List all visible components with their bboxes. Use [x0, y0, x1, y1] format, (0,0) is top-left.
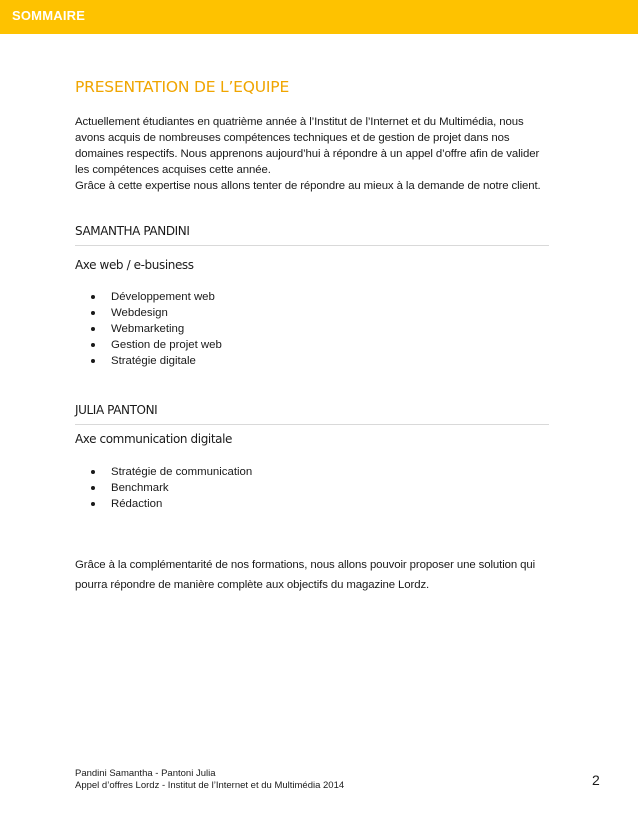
intro-line: domaines respectifs. Nous apprenons aujourd’hui à répondre à un appel d’offre afin de valider — [75, 148, 540, 160]
bullet-icon — [91, 502, 95, 506]
member-name: SAMANTHA PANDINI — [75, 224, 190, 238]
footer — [75, 768, 344, 792]
bullet-icon — [91, 359, 95, 363]
skills-list — [75, 289, 222, 369]
footer-document: Appel d’offres Lordz - Institut de l’Internet et du Multimédia 2014 — [75, 780, 345, 791]
divider — [75, 245, 549, 246]
bullet-icon — [91, 295, 95, 299]
list-item — [75, 353, 222, 369]
footer-authors: Pandini Samantha - Pantoni Julia — [75, 768, 216, 779]
list-item — [75, 464, 252, 480]
conclusion-line: pourra répondre de manière complète aux objectifs du magazine Lordz. — [75, 579, 430, 591]
bullet-icon — [91, 311, 95, 315]
member-axe: Axe web / e-business — [75, 258, 194, 272]
skill-label: Gestion de projet web — [111, 339, 222, 351]
member-name: JULIA PANTONI — [75, 403, 158, 417]
member-axe: Axe communication digitale — [75, 432, 233, 446]
skill-label: Rédaction — [111, 498, 163, 510]
list-item — [75, 321, 222, 337]
bullet-icon — [91, 486, 95, 490]
header-label[interactable]: SOMMAIRE — [12, 8, 86, 23]
conclusion-line: Grâce à la complémentarité de nos formations, nous allons pouvoir proposer une solution qui — [75, 559, 536, 571]
divider — [75, 424, 549, 425]
intro-line: Grâce à cette expertise nous allons tenter de répondre au mieux à la demande de notre client. — [75, 180, 541, 192]
list-item — [75, 289, 222, 305]
bullet-icon — [91, 327, 95, 331]
page-number: 2 — [592, 772, 600, 788]
list-item — [75, 305, 222, 321]
conclusion-paragraph — [75, 557, 555, 593]
header-bar — [0, 0, 638, 34]
bullet-icon — [91, 470, 95, 474]
intro-line: avons acquis de nombreuses compétences techniques et de gestion de projet dans nos — [75, 132, 510, 144]
intro-paragraph — [75, 114, 555, 194]
list-item — [75, 496, 252, 512]
list-item — [75, 480, 252, 496]
section-title: PRESENTATION DE L’EQUIPE — [75, 78, 290, 96]
bullet-icon — [91, 343, 95, 347]
intro-line: Actuellement étudiantes en quatrième année à l’Institut de l’Internet et du Multimédia, nous — [75, 116, 524, 128]
skill-label: Webmarketing — [111, 323, 185, 335]
skill-label: Webdesign — [111, 307, 168, 319]
intro-line: les compétences acquises cette année. — [75, 164, 271, 176]
skills-list — [75, 464, 252, 512]
list-item — [75, 337, 222, 353]
skill-label: Stratégie de communication — [111, 466, 253, 478]
skill-label: Benchmark — [111, 482, 169, 494]
skill-label: Développement web — [111, 291, 215, 303]
skill-label: Stratégie digitale — [111, 355, 196, 367]
